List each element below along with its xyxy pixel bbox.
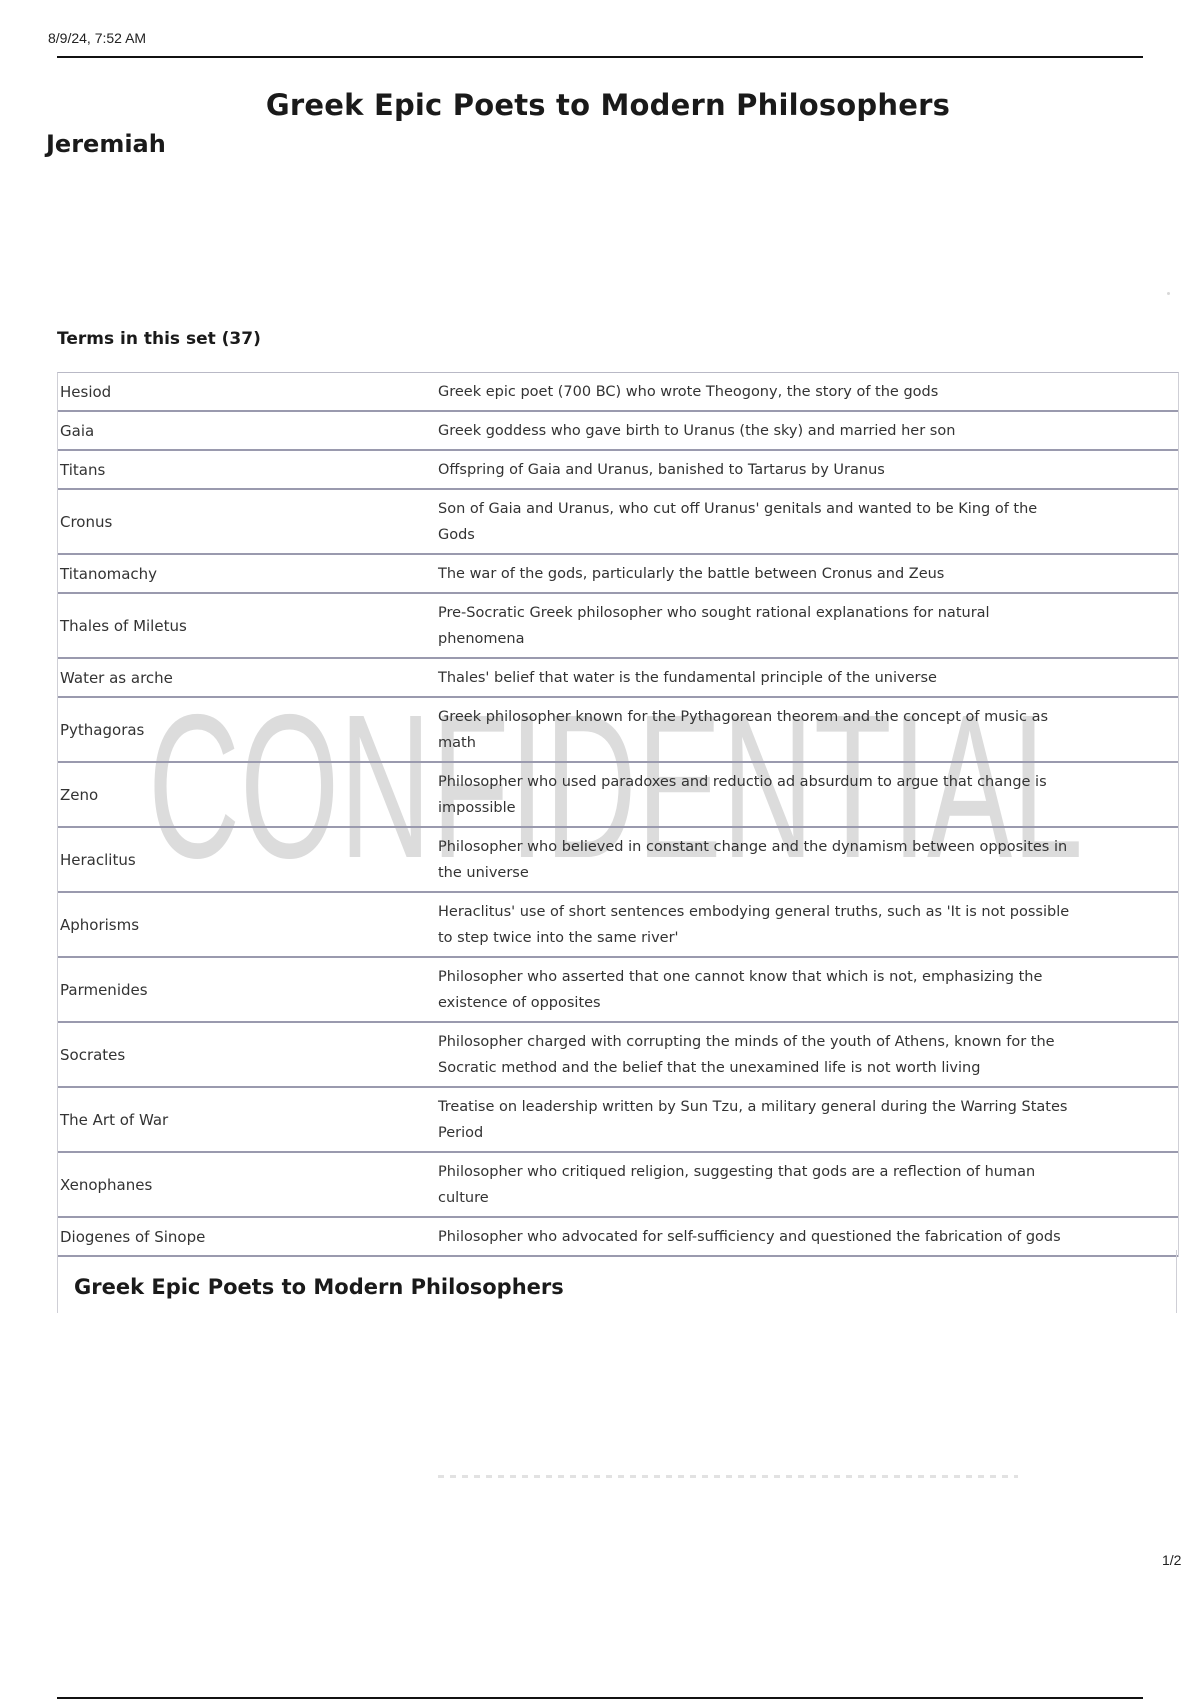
term-definition: Offspring of Gaia and Uranus, banished to Tartarus by Uranus [438, 461, 885, 478]
term-row [58, 412, 1178, 451]
term-name: Heraclitus [60, 850, 136, 869]
term-name: Xenophanes [60, 1175, 153, 1194]
term-definition: Philosopher who advocated for self-sufficiency and questioned the fabrication of gods [438, 1228, 1061, 1245]
term-name: Hesiod [60, 382, 112, 401]
term-row [58, 490, 1178, 555]
term-name: Aphorisms [60, 915, 140, 934]
author-name: Jeremiah [46, 130, 166, 158]
term-definition: Philosopher who used paradoxes and reductio ad absurdum to argue that change is impossible [438, 773, 1047, 816]
term-definition: Philosopher charged with corrupting the minds of the youth of Athens, known for the Socratic method and the belief that the unexamined life is not worth living [438, 1033, 1055, 1076]
terms-heading: Terms in this set (37) [57, 329, 261, 349]
svg-text:CONFIDENTIAL: CONFIDENTIAL [148, 672, 1083, 882]
term-name: Socrates [60, 1045, 126, 1064]
term-name: The Art of War [60, 1110, 169, 1129]
term-row [58, 1088, 1178, 1153]
top-divider [57, 56, 1143, 58]
print-datetime: 8/9/24, 7:52 AM [48, 30, 147, 46]
page-title: Greek Epic Poets to Modern Philosophers [265, 88, 951, 122]
term-name: Thales of Miletus [60, 616, 187, 635]
term-definition: Philosopher who asserted that one cannot know that which is not, emphasizing the existence of opposites [438, 968, 1043, 1011]
term-row [58, 958, 1178, 1023]
term-definition: Greek goddess who gave birth to Uranus (the sky) and married her son [438, 422, 956, 439]
term-row [58, 828, 1178, 893]
term-definition: Philosopher who believed in constant change and the dynamism between opposites in the universe [438, 838, 1068, 881]
stray-mark [1167, 292, 1170, 295]
term-row [58, 893, 1178, 958]
term-row [58, 659, 1178, 698]
term-row [58, 555, 1178, 594]
term-definition: The war of the gods, particularly the battle between Cronus and Zeus [438, 565, 945, 582]
term-definition: Philosopher who critiqued religion, suggesting that gods are a reflection of human culture [438, 1163, 1036, 1206]
term-row [58, 373, 1178, 412]
term-row [58, 1153, 1178, 1218]
term-row [58, 763, 1178, 828]
set-footer-title: Greek Epic Poets to Modern Philosophers [74, 1275, 564, 1299]
term-definition: Pre-Socratic Greek philosopher who sought rational explanations for natural phenomena [438, 604, 990, 647]
term-definition: Thales' belief that water is the fundamental principle of the universe [438, 669, 937, 686]
term-name: Parmenides [60, 980, 148, 999]
page-number: 1/2 [1162, 1552, 1182, 1568]
term-definition: Treatise on leadership written by Sun Tzu, a military general during the Warring States Period [438, 1098, 1068, 1141]
set-footer-box [57, 1250, 1177, 1313]
term-name: Titanomachy [60, 564, 158, 583]
term-name: Water as arche [60, 668, 173, 687]
term-name: Titans [60, 460, 106, 479]
term-definition: Greek philosopher known for the Pythagorean theorem and the concept of music as math [438, 708, 1049, 751]
term-name: Pythagoras [60, 720, 145, 739]
terms-table [57, 372, 1179, 1257]
term-name: Cronus [60, 512, 113, 531]
bottom-divider [57, 1697, 1143, 1699]
term-row [58, 698, 1178, 763]
term-row [58, 451, 1178, 490]
term-definition: Greek epic poet (700 BC) who wrote Theogony, the story of the gods [438, 383, 939, 400]
term-row [58, 594, 1178, 659]
term-name: Gaia [60, 421, 95, 440]
faded-text-line [438, 1475, 1018, 1478]
term-name: Zeno [60, 785, 99, 804]
term-name: Diogenes of Sinope [60, 1227, 206, 1246]
term-definition: Heraclitus' use of short sentences embodying general truths, such as 'It is not possible to step twice into the same river' [438, 903, 1070, 946]
term-row [58, 1023, 1178, 1088]
term-definition: Son of Gaia and Uranus, who cut off Uranus' genitals and wanted to be King of the Gods [438, 500, 1038, 543]
